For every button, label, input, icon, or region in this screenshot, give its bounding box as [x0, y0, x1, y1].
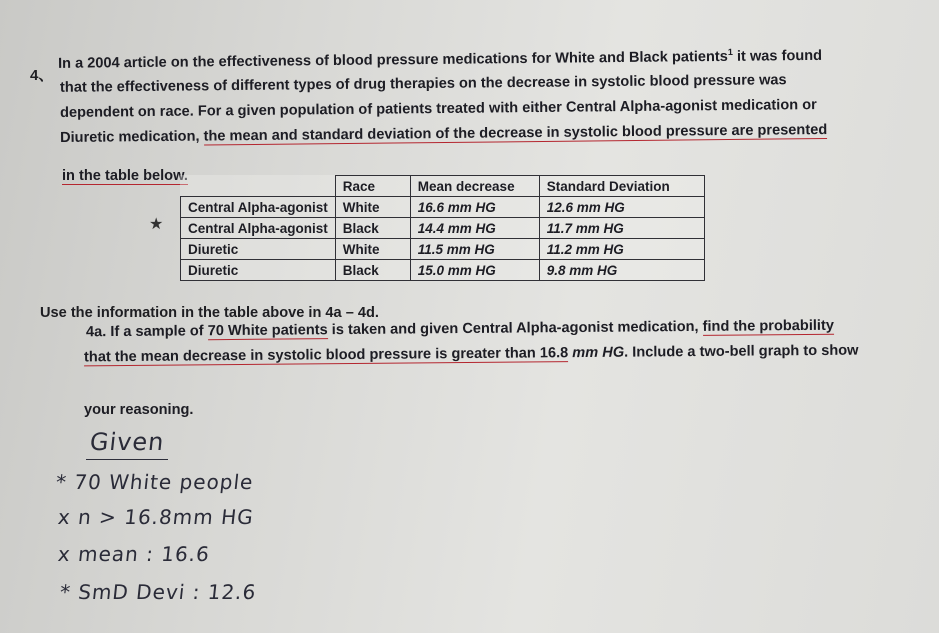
table-header-cell: Race	[335, 176, 410, 197]
table-header-cell: Standard Deviation	[539, 176, 704, 197]
intro-line-5: in the table below.	[62, 168, 188, 184]
table-cell: Diuretic	[181, 239, 336, 260]
intro-line-2: that the effectiveness of different types of drug therapies on the decrease in systolic blood pressure was	[59, 72, 787, 96]
table-row	[181, 197, 705, 218]
table-cell: 12.6 mm HG	[539, 197, 704, 218]
intro-line-3: dependent on race. For a given population of patients treated with either Central Alpha-agonist medication or	[59, 97, 817, 121]
table-header-cell: Mean decrease	[410, 176, 539, 197]
table-cell: Black	[335, 218, 410, 239]
table-cell: 16.6 mm HG	[410, 197, 539, 218]
table-cell: 9.8 mm HG	[539, 260, 704, 281]
data-table	[180, 175, 705, 281]
handwritten-underline	[86, 459, 168, 460]
handwritten-line: x mean : 16.6	[56, 542, 212, 566]
table-cell: White	[335, 197, 410, 218]
table-cell: 14.4 mm HG	[410, 218, 539, 239]
table-cell: Diuretic	[181, 260, 336, 281]
part-4a-line-2: that the mean decrease in systolic blood pressure is greater than 16.8 mm HG. Include a two-bell graph to show	[83, 342, 859, 366]
table-header-row	[181, 176, 705, 197]
table-row	[181, 218, 705, 239]
intro-line-4: Diuretic medication, the mean and standard deviation of the decrease in systolic blood pressure are presented	[59, 121, 828, 147]
table-cell: White	[335, 239, 410, 260]
part-4a-line-3: your reasoning.	[84, 402, 194, 418]
handwritten-heading: Given	[88, 428, 166, 456]
table-cell: Central Alpha-agonist	[181, 197, 336, 218]
underlined-phrase: the mean and standard deviation of the decrease in systolic blood pressure are presented	[203, 121, 828, 145]
table-row	[181, 239, 705, 260]
question-number: 4、	[30, 67, 54, 84]
footnote-mark: 1	[727, 46, 733, 57]
table-cell: Black	[335, 260, 410, 281]
table-cell: Central Alpha-agonist	[181, 218, 336, 239]
use-information-line: Use the information in the table above in 4a – 4d.	[40, 305, 379, 321]
handwritten-line: * SmD Devi : 12.6	[58, 580, 258, 604]
table-header-cell	[181, 176, 336, 197]
table-row	[181, 260, 705, 281]
star-mark: ★	[149, 216, 164, 233]
intro-line-1: In a 2004 article on the effectiveness of blood pressure medications for White and Black patients$^1$ it was found	[57, 46, 823, 72]
table-cell: 11.5 mm HG	[410, 239, 539, 260]
part-4a-line-1: 4a. If a sample of 70 White patients is taken and given Central Alpha-agonist medication, find the probability	[85, 317, 835, 341]
table-cell: 15.0 mm HG	[410, 260, 539, 281]
handwritten-line: * 70 White people	[54, 470, 255, 494]
table-cell: 11.7 mm HG	[539, 218, 704, 239]
handwritten-line: x n > 16.8mm HG	[56, 505, 255, 529]
table-cell: 11.2 mm HG	[539, 239, 704, 260]
